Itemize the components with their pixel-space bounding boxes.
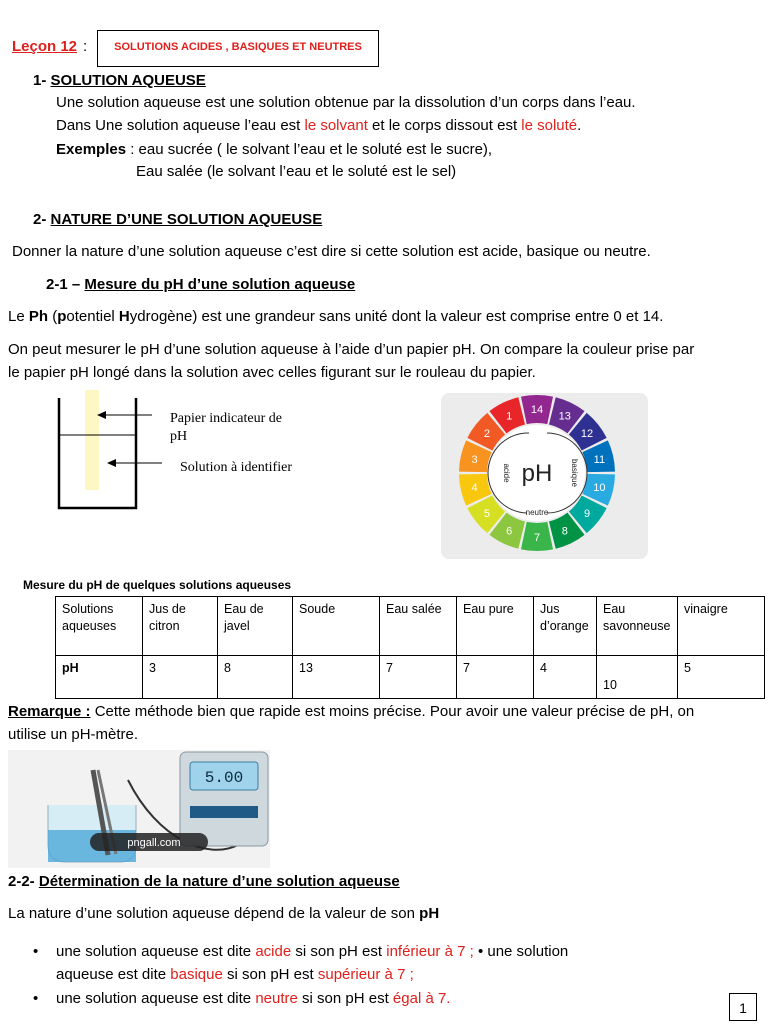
- ph-wheel-panel: [441, 393, 648, 559]
- section-2-number: 2-: [33, 211, 47, 228]
- section-2-2-heading: [8, 873, 400, 890]
- cell-citron: Jus de citron: [143, 597, 218, 656]
- section-1-number: 1-: [33, 72, 47, 89]
- label-ph-paper: Papier indicateur de pH: [170, 411, 282, 444]
- bullet-2: •: [33, 990, 39, 1007]
- bullet-1-line-1: une solution aqueuse est dite acide si son pH est inférieur à 7 ; • une solution: [56, 943, 569, 960]
- cell-vinaigre: vinaigre: [678, 597, 765, 656]
- cell-ph-pure: 7: [457, 656, 534, 699]
- cell-javel: Eau de javel: [218, 597, 293, 656]
- cell-ph-orange: 4: [534, 656, 597, 699]
- wheel-number-9: 9: [583, 507, 591, 520]
- table-caption: Mesure du pH de quelques solutions aqueuses: [23, 578, 292, 592]
- s1-paragraph-2: Dans Une solution aqueuse l’eau est le solvant et le corps dissout est le soluté.: [56, 117, 582, 134]
- section-2-1-heading: [46, 276, 355, 293]
- cell-ph-soude: 13: [293, 656, 380, 699]
- cell-soude: Soude: [293, 597, 380, 656]
- wheel-label-neutre: neutre: [525, 508, 549, 517]
- lesson-title-box: [97, 30, 379, 67]
- cell-header-solutions: Solutions aqueuses: [56, 597, 143, 656]
- cell-ph-javel: 8: [218, 656, 293, 699]
- wheel-number-1: 1: [506, 410, 513, 423]
- section-2-heading: [33, 211, 322, 228]
- cell-ph-savonneuse: 10: [597, 656, 678, 699]
- wheel-number-11: 11: [593, 453, 606, 466]
- wheel-number-5: 5: [483, 507, 491, 520]
- section-2-2-number: 2-2-: [8, 873, 35, 890]
- cell-ph-citron: 3: [143, 656, 218, 699]
- section-2-title: NATURE D’UNE SOLUTION AQUEUSE: [50, 211, 323, 228]
- watermark-text: pngall.com: [127, 837, 181, 849]
- lesson-title: SOLUTIONS ACIDES , BASIQUES ET NEUTRES: [114, 41, 362, 53]
- page-number: 1: [729, 993, 757, 1021]
- label-solution: Solution à identifier: [180, 460, 292, 475]
- wheel-center-label: pH: [521, 460, 553, 487]
- cell-savonneuse: Eau savonneuse: [597, 597, 678, 656]
- cell-header-ph: pH: [56, 656, 143, 699]
- meter-label-strip: [190, 806, 258, 818]
- wheel-number-14: 14: [530, 404, 544, 416]
- s1-paragraph-1: Une solution aqueuse est une solution obtenue par la dissolution d’un corps dans l’eau.: [56, 94, 636, 111]
- remarque-line-1: Remarque : Cette méthode bien que rapide est moins précise. Pour avoir une valeur précise de pH, on: [8, 703, 695, 720]
- wheel-number-10: 10: [593, 482, 606, 495]
- table-row-solutions: [56, 597, 765, 656]
- wheel-label-basique: basique: [570, 458, 579, 488]
- s21-paragraph-2: On peut mesurer le pH d’une solution aqueuse à l’aide d’un papier pH. On compare la couleur prise par: [8, 341, 695, 358]
- s1-examples: Exemples : eau sucrée ( le solvant l’eau et le soluté est le sucre),: [56, 141, 493, 158]
- ph-meter-drawing: [8, 750, 270, 868]
- cell-ph-salee: 7: [380, 656, 457, 699]
- ph-table: [55, 596, 765, 699]
- wheel-number-4: 4: [471, 482, 478, 495]
- ph-meter-image: [8, 750, 270, 868]
- section-2-1-title: Mesure du pH d’une solution aqueuse: [84, 276, 356, 293]
- wheel-number-7: 7: [533, 532, 541, 544]
- section-2-2-title: Détermination de la nature d’une solution aqueuse: [38, 873, 400, 890]
- wheel-number-12: 12: [580, 428, 594, 441]
- s21-paragraph-1: Le Ph (potentiel Hydrogène) est une grandeur sans unité dont la valeur est comprise entre 0 et 14.: [8, 308, 664, 325]
- s22-paragraph: La nature d’une solution aqueuse dépend de la valeur de son pH: [8, 905, 440, 922]
- table-row-ph: [56, 656, 765, 699]
- wheel-number-8: 8: [561, 525, 568, 538]
- section-1-title: SOLUTION AQUEUSE: [50, 72, 206, 89]
- ph-paper-strip: [85, 390, 99, 490]
- cell-ph-vinaigre: 5: [678, 656, 765, 699]
- bullet-2-line: une solution aqueuse est dite neutre si son pH est égal à 7.: [56, 990, 451, 1007]
- lesson-colon: :: [83, 38, 88, 55]
- s21-paragraph-3: le papier pH longé dans la solution avec celles figurant sur le rouleau du papier.: [8, 364, 536, 381]
- bullet-1-line-2: aqueuse est dite basique si son pH est supérieur à 7 ;: [56, 966, 414, 983]
- lesson-number: Leçon 12: [12, 38, 78, 55]
- cell-eau-salee: Eau salée: [380, 597, 457, 656]
- wheel-number-3: 3: [471, 453, 478, 466]
- wheel-number-2: 2: [483, 428, 491, 441]
- wheel-label-acide: acide: [502, 463, 511, 483]
- ph-wheel: [441, 393, 648, 559]
- section-1-heading: [33, 72, 206, 89]
- cell-orange: Jus d’orange: [534, 597, 597, 656]
- s2-paragraph: Donner la nature d’une solution aqueuse c’est dire si cette solution est acide, basique ou neutre.: [12, 243, 651, 260]
- section-2-1-number: 2-1 –: [46, 276, 81, 293]
- wheel-number-13: 13: [558, 410, 571, 423]
- arrow-head-solution: [107, 459, 116, 467]
- bullet-1: •: [33, 943, 39, 960]
- remarque-line-2: utilise un pH-mètre.: [8, 726, 139, 743]
- wheel-number-6: 6: [506, 525, 513, 538]
- meter-display: 5.00: [204, 769, 244, 787]
- cell-eau-pure: Eau pure: [457, 597, 534, 656]
- s1-example-2: Eau salée (le solvant l’eau et le soluté est le sel): [136, 163, 457, 180]
